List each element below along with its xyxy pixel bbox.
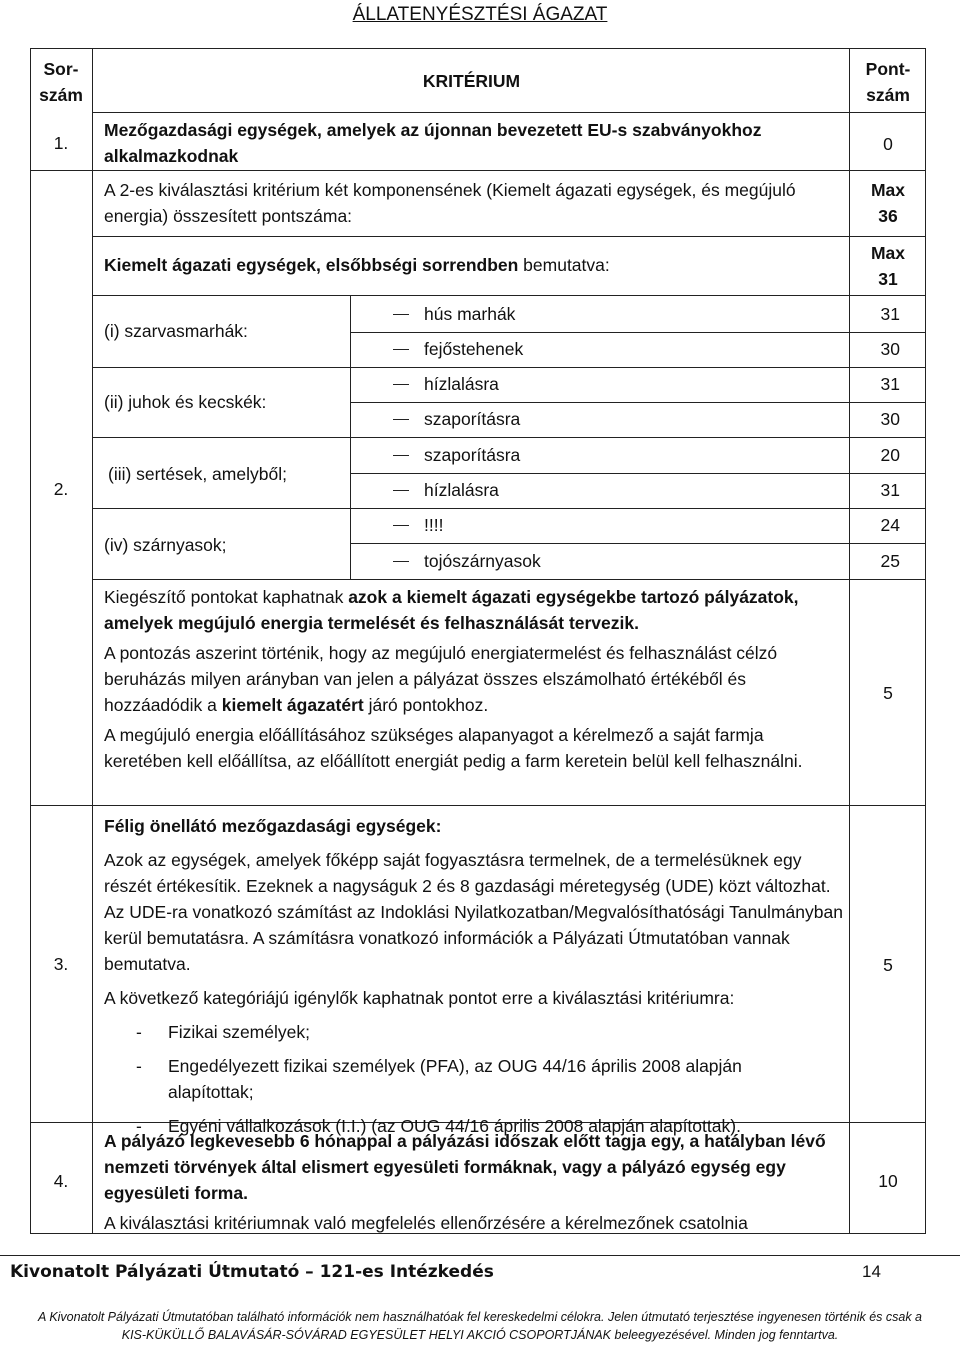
- row3-number: 3.: [53, 954, 69, 974]
- subheading-rest: bemutatva:: [518, 255, 610, 275]
- item-points: 24: [880, 515, 900, 535]
- item-name: tojószárnyasok: [424, 551, 541, 571]
- item-name: hús marhák: [424, 304, 516, 324]
- row3-content: [104, 813, 844, 1139]
- bonus-text-3: A megújuló energia előállításához szükséges alapanyagot a kérelmező a saját farmja keretében kell előállítsa, az előállított energiát pedig a farm keretein belül kell felhasználni.: [104, 725, 803, 771]
- footer-divider: [0, 1255, 960, 1256]
- item-points: 31: [880, 304, 900, 324]
- row1-points: 0: [883, 134, 893, 154]
- row2-number: 2.: [53, 479, 69, 499]
- item-name: fejőstehenek: [424, 339, 524, 359]
- renewable-energy-bonus: [104, 584, 844, 774]
- item-name: hízlalásra: [424, 374, 499, 394]
- row3-paragraph: Azok az egységek, amelyek főképp saját fogyasztásra termelnek, de a termelésüknek egy részét értékesítik. Ezeknek a nagyságuk 2 és 8 gazdasági méretegység (UDE) közt változhat. Az UDE-ra vonatkozó számítást az Indoklási Nyilatkozatban/Megvalósíthatósági Tanulmányban kerül bemutatásra. A számításra vonatkozó információk a Pályázati Útmutatóban vannak bemutatva.: [104, 850, 843, 974]
- row2-sub-points: Max 31: [870, 243, 906, 289]
- row1-number: 1.: [53, 133, 69, 153]
- item-points: 31: [880, 480, 900, 500]
- footnote-line-2: KIS-KÜKÜLLŐ BALAVÁSÁR-SÓVÁRAD EGYESÜLET HELYI AKCIÓ CSOPORTJÁNAK beleegyezésével. Minden jog fenntartva.: [121, 1328, 839, 1342]
- footer-title: Kivonatolt Pályázati Útmutató – 121-es Intézkedés: [10, 1262, 494, 1282]
- header-points: Pont- szám: [865, 59, 911, 105]
- bonus-bold-term: kiemelt ágazatért: [221, 695, 364, 715]
- row3-paragraph-2: A következő kategóriájú igénylők kaphatnak pontot erre a kiválasztási kritériumra:: [104, 988, 735, 1008]
- header-number: Sor- szám: [39, 59, 83, 105]
- item-name: hízlalásra: [424, 480, 499, 500]
- bonus-lead: Kiegészítő pontokat kaphatnak: [104, 587, 349, 607]
- list-item: - Engedélyezett fizikai személyek (PFA), az OUG 44/16 április 2008 alapján alapítottak;: [136, 1056, 742, 1102]
- bonus-text-end: járó pontokhoz.: [363, 695, 489, 715]
- row2-intro-points: Max 36: [870, 180, 906, 226]
- row3-points: 5: [883, 955, 893, 975]
- bonus-bold: azok a kiemelt ágazati egységekbe tartozó pályázatok, amelyek megújuló energia termelését és felhasználását tervezik.: [104, 587, 799, 633]
- item-name: szaporításra: [424, 445, 521, 465]
- row1-text: Mezőgazdasági egységek, amelyek az újonnan bevezetett EU-s szabványokhoz alkalmazkodnak: [104, 120, 762, 166]
- item-name: szaporításra: [424, 409, 521, 429]
- item-name: !!!!: [424, 515, 444, 535]
- item-points: 25: [880, 551, 900, 571]
- list-item: - Fizikai személyek;: [136, 1022, 310, 1042]
- item-points: 30: [880, 339, 900, 359]
- page-title: ÁLLATENYÉSZTÉSI ÁGAZAT: [352, 4, 608, 25]
- bonus-text: A pontozás aszerint történik, hogy az megújuló energiatermelést és felhasználást célzó beruházás milyen arányban van jelen a pályázat összes elszámolható értékéből és hozzáadódik a: [104, 643, 778, 715]
- footnote-line-1: A Kivonatolt Pályázati Útmutatóban található információk nem használhatóak fel kereskedelmi célokra. Jelen útmutató terjesztése ingyenesen történik és csak a: [37, 1310, 923, 1324]
- header-criterion: KRITÉRIUM: [422, 71, 521, 91]
- row4-bold-text: A pályázó legkevesebb 6 hónappal a pályázási időszak előtt tagja egy, a hatályban lévő nemzeti törvények által elismert egyesületi formáknak, vagy a pályázó egység egy egyesületi forma.: [104, 1131, 826, 1203]
- row4-content: [104, 1128, 844, 1236]
- group-label: (i) szarvasmarhák:: [104, 321, 248, 341]
- item-points: 31: [880, 374, 900, 394]
- list-item: - Egyéni vállalkozások (I.I.) (az OUG 44/16 április 2008 alapján alapítottak).: [136, 1116, 741, 1136]
- row2-intro: A 2-es kiválasztási kritérium két komponensének (Kiemelt ágazati egységek, és megújuló energia) összesített pontszáma:: [104, 180, 796, 226]
- group-label: (iii) sertések, amelyből;: [108, 464, 287, 484]
- item-points: 30: [880, 409, 900, 429]
- group-label: (ii) juhok és kecskék:: [104, 392, 267, 412]
- row2-extra-points: 5: [883, 683, 893, 703]
- item-points: 20: [880, 445, 900, 465]
- row4-points: 10: [878, 1171, 898, 1191]
- row3-heading: Félig önellátó mezőgazdasági egységek:: [104, 816, 442, 836]
- row4-text: A kiválasztási kritériumnak való megfelelés ellenőrzésére a kérelmezőnek csatolnia: [104, 1213, 748, 1233]
- row2-subheading: [104, 252, 844, 278]
- page-number: 14: [862, 1262, 881, 1281]
- subheading-bold: Kiemelt ágazati egységek, elsőbbségi sorrendben: [104, 255, 519, 275]
- group-label: (iv) szárnyasok;: [104, 535, 227, 555]
- row4-number: 4.: [53, 1171, 69, 1191]
